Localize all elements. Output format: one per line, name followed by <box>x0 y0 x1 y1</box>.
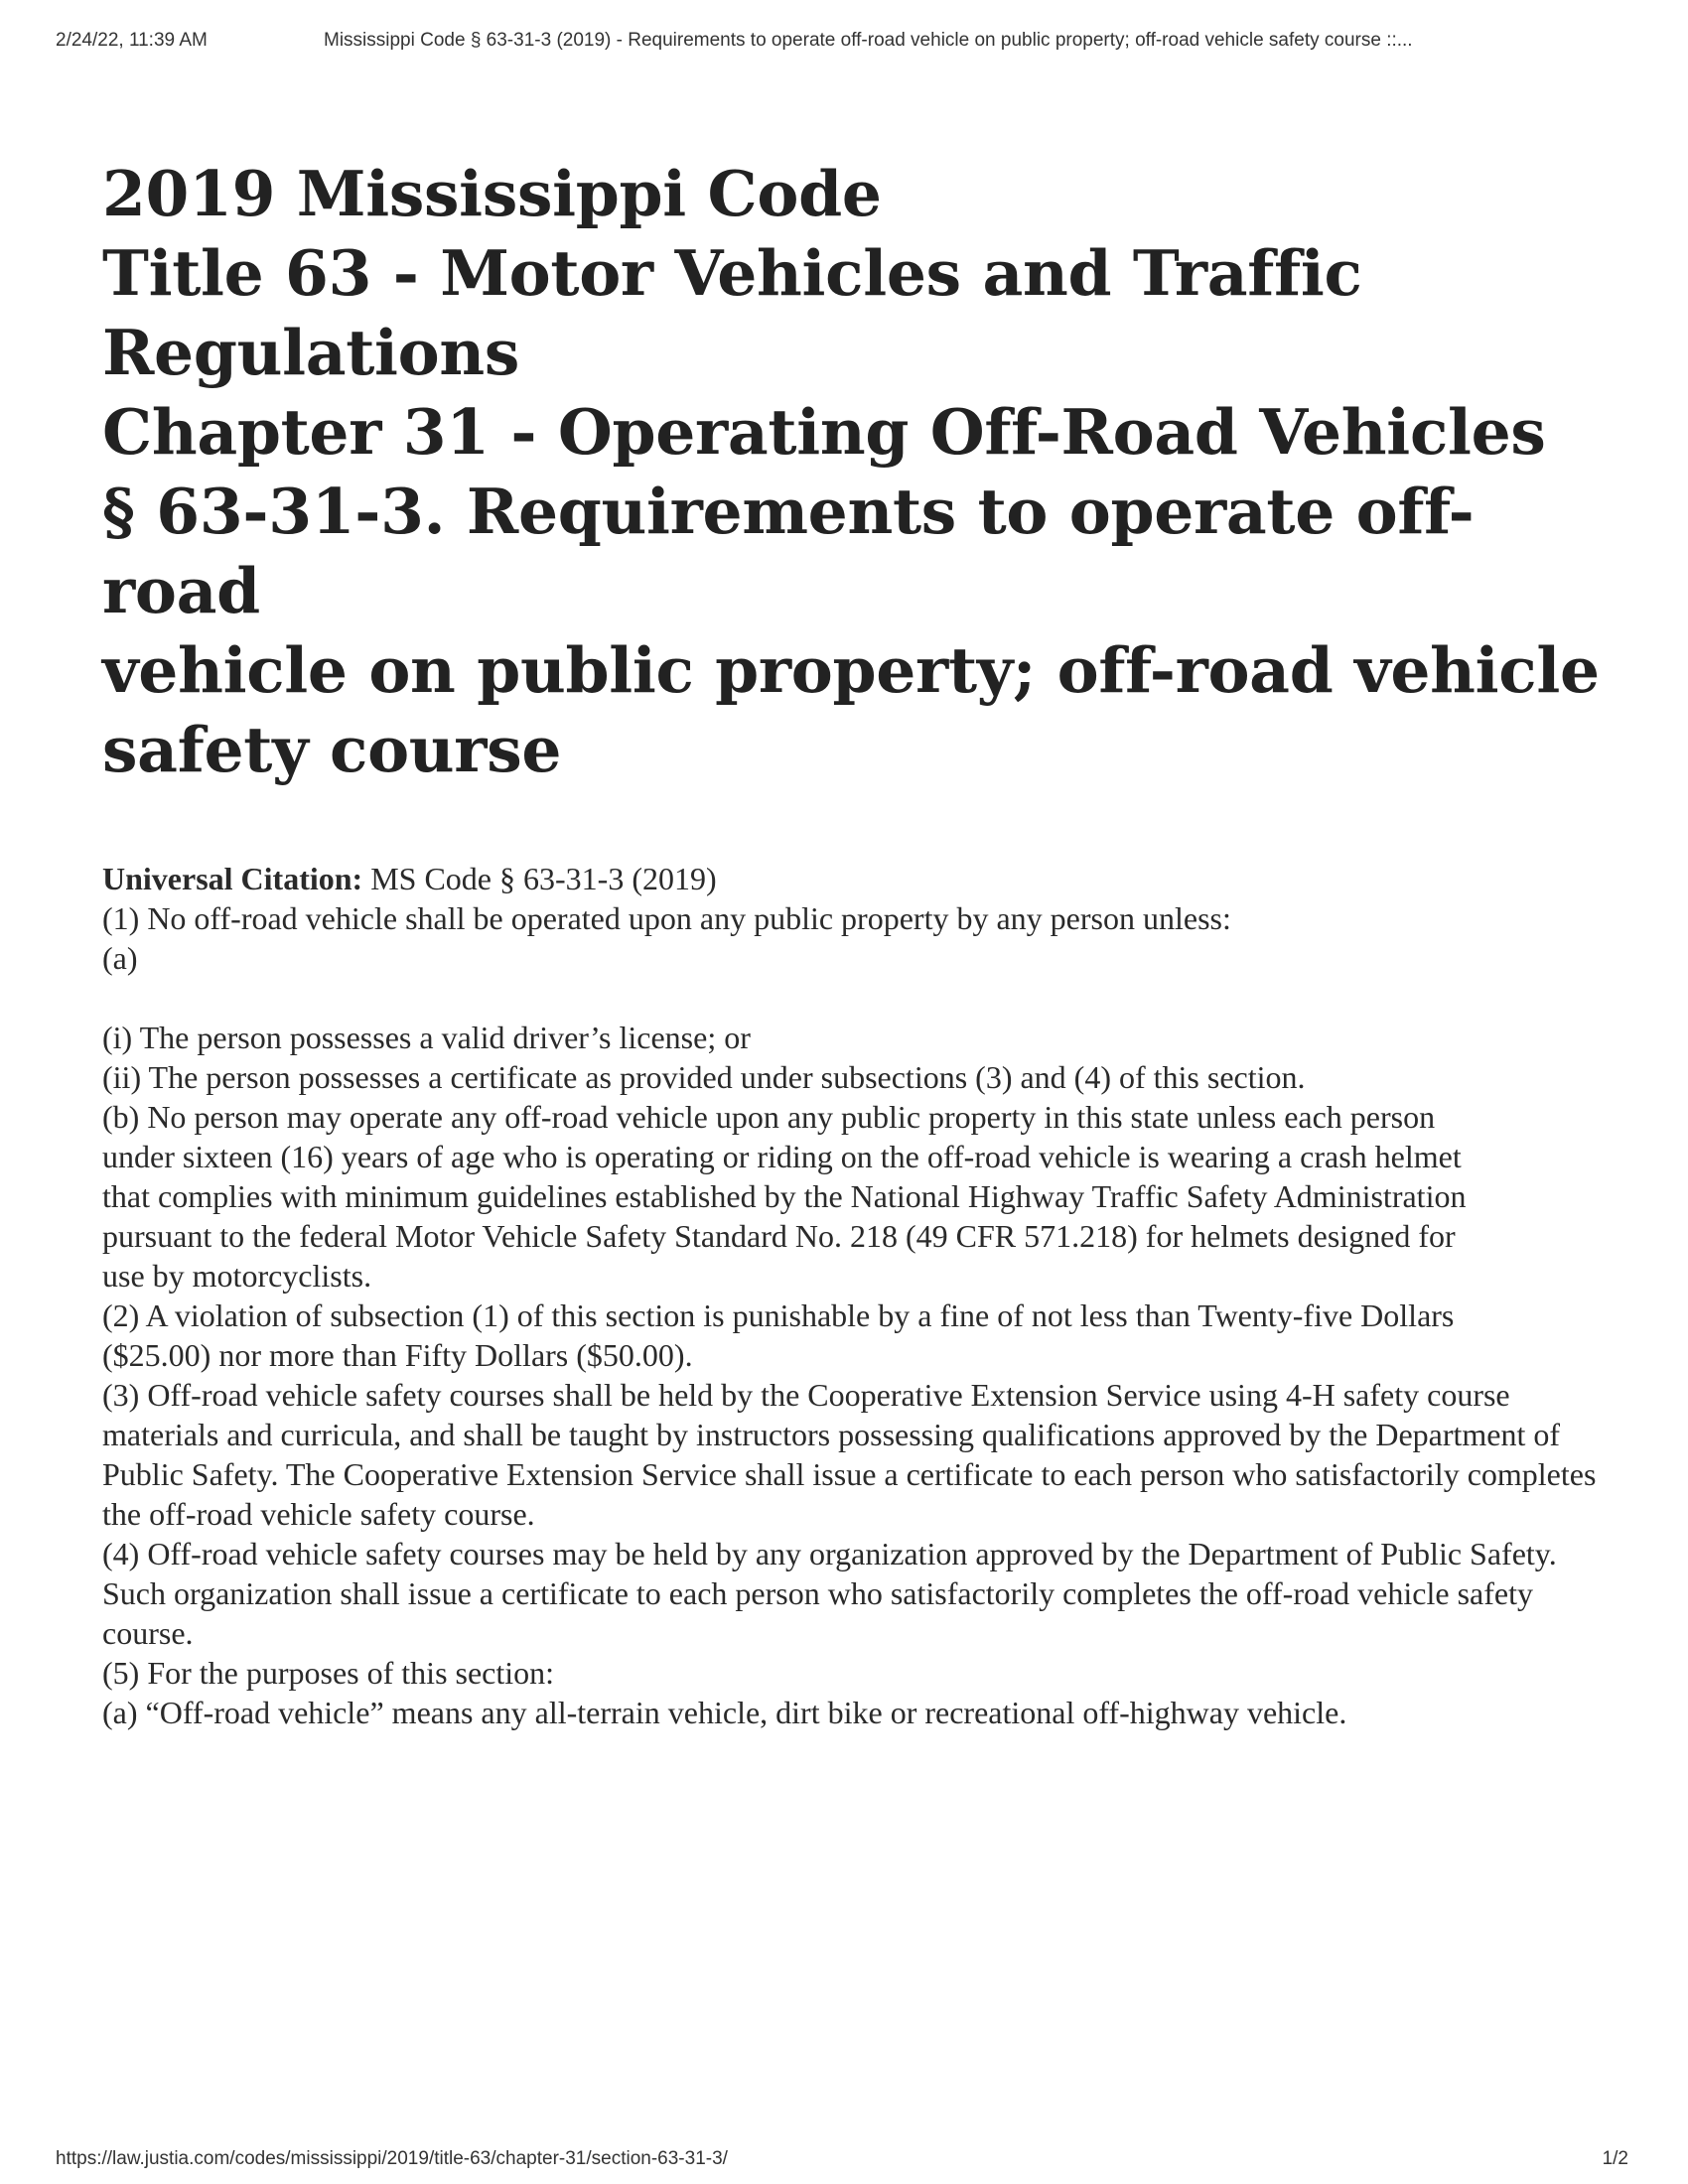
code-year-line: 2019 Mississippi Code <box>102 157 882 230</box>
print-page-title: Mississippi Code § 63-31-3 (2019) - Requirements to operate off-road vehicle on public property; off-road vehicle safety course ::... <box>324 30 1413 51</box>
section-line: § 63-31-3. Requirements to operate off-road <box>102 475 1475 627</box>
title-line-cont: Regulations <box>102 316 520 389</box>
citation-label: Universal Citation: <box>102 861 363 896</box>
subsection-1a-ii: (ii) The person possesses a certificate as provided under subsections (3) and (4) of this section. <box>102 1059 1306 1095</box>
chapter-line: Chapter 31 - Operating Off-Road Vehicles <box>102 395 1546 469</box>
page-title <box>102 154 1612 789</box>
subsection-1a: (a) <box>102 940 138 976</box>
subsection-5a: (a) “Off-road vehicle” means any all-terrain vehicle, dirt bike or recreational off-highway vehicle. <box>102 1695 1347 1730</box>
subsection-1: (1) No off-road vehicle shall be operated upon any public property by any person unless: <box>102 900 1231 936</box>
subsection-2: (2) A violation of subsection (1) of this section is punishable by a fine of not less than Twenty-five Dollars ($25.00) nor more than Fifty Dollars ($50.00). <box>102 1297 1455 1373</box>
subsection-3: (3) Off-road vehicle safety courses shall be held by the Cooperative Extension Service using 4-H safety course materials and curricula, and shall be taught by instructors possessing qualifications approved by the Department of Public Safety. The Cooperative Extension Service shall issue a certificate to each person who satisfactorily completes the off-road vehicle safety course. <box>102 1377 1597 1532</box>
subsection-1b: (b) No person may operate any off-road vehicle upon any public property in this state unless each person under sixteen (16) years of age who is operating or riding on the off-road vehicle is wearing a crash helmet that complies with minimum guidelines established by the National Highway Traffic Safety Administration pursuant to the federal Motor Vehicle Safety Standard No. 218 (49 CFR 571.218) for helmets designed for use by motorcyclists. <box>102 1099 1467 1294</box>
title-line: Title 63 - Motor Vehicles and Traffic <box>102 236 1362 310</box>
page-url: https://law.justia.com/codes/mississippi/2019/title-63/chapter-31/section-63-31-3/ <box>56 2148 728 2169</box>
print-footer <box>56 2148 1648 2174</box>
subsection-1a-i: (i) The person possesses a valid driver’s license; or <box>102 1020 751 1055</box>
section-line-cont: vehicle on public property; off-road vehicle <box>102 633 1600 707</box>
subsection-4: (4) Off-road vehicle safety courses may be held by any organization approved by the Department of Public Safety. Such organization shall issue a certificate to each person who satisfactorily completes the off-road vehicle safety course. <box>102 1536 1557 1651</box>
universal-citation <box>102 859 1612 898</box>
citation-value: MS Code § 63-31-3 (2019) <box>362 861 717 896</box>
print-datetime: 2/24/22, 11:39 AM <box>56 30 208 51</box>
section-line-end: safety course <box>102 713 562 786</box>
subsection-5: (5) For the purposes of this section: <box>102 1655 555 1691</box>
page-number: 1/2 <box>1602 2148 1628 2169</box>
document-body <box>102 154 1612 1732</box>
print-header <box>56 30 1648 60</box>
